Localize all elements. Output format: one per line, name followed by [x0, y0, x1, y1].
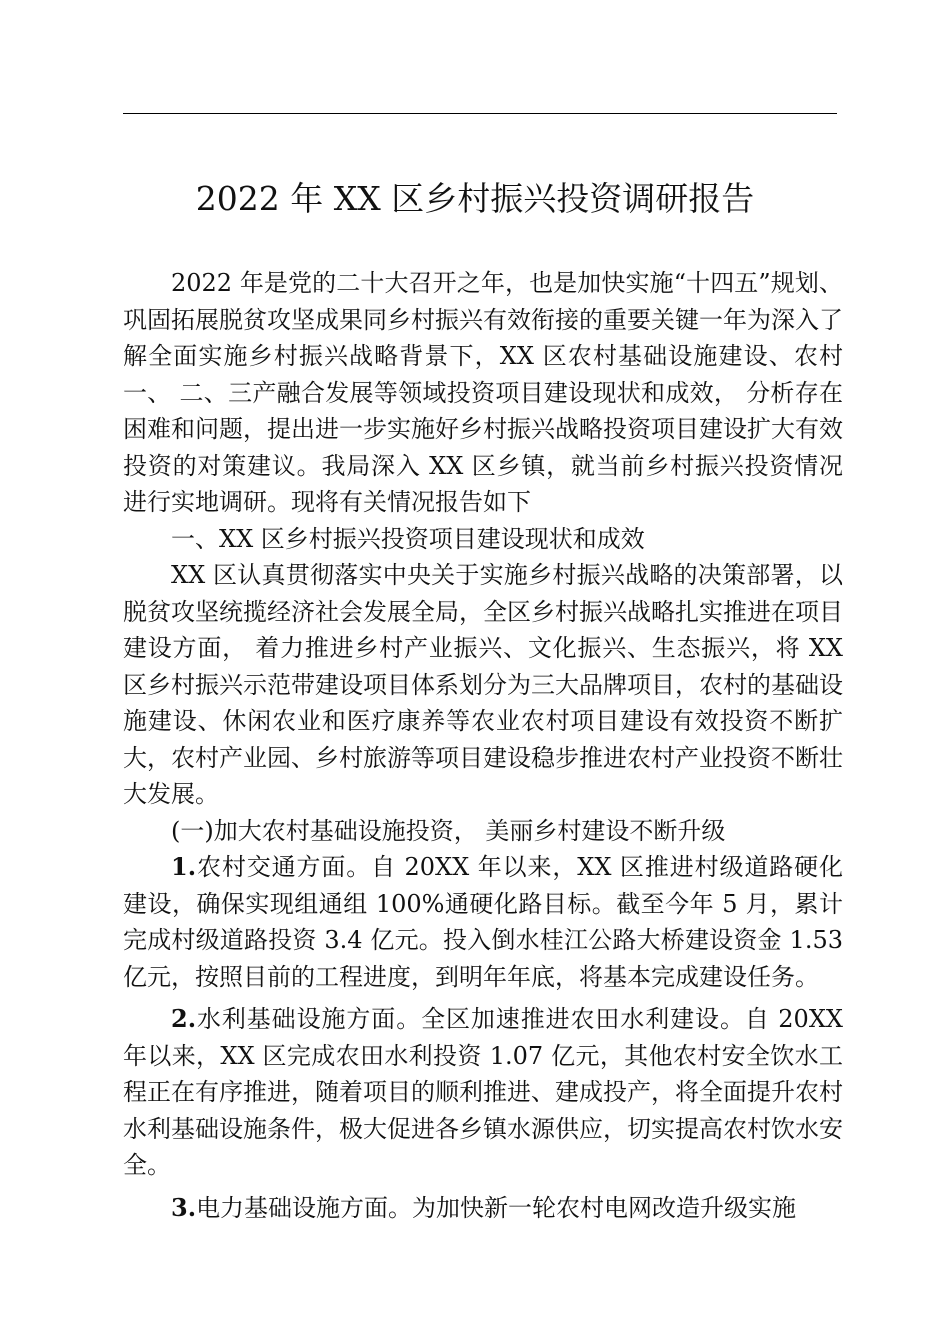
item-text: 电力基础设施方面。为加快新一轮农村电网改造升级实施 [196, 1193, 797, 1222]
section-paragraph: XX 区认真贯彻落实中央关于实施乡村振兴战略的决策部署，以脱贫攻坚统揽经济社会发展全局，全区乡村振兴战略扎实推进在项目建设方面， 着力推进乡村产业振兴、文化振兴、生态振兴，将 XX 区乡村振兴示范带建设项目体系划分为三大品牌项目，农村的基础设施建设、休闲农业和医疗康养等农业农村项目建设有效投资不断扩大，农村产业园、乡村旅游等项目建设稳步推进农村产业投资不断壮大发展。 [123, 561, 843, 808]
item-number: 3. [171, 1192, 197, 1222]
section-heading: 一、XX 区乡村振兴投资项目建设现状和成效 [171, 524, 645, 553]
list-item-water [123, 1001, 843, 1184]
subsection-heading: (一)加大农村基础设施投资， 美丽乡村建设不断升级 [171, 816, 726, 845]
item-number: 2. [171, 1004, 197, 1033]
item-text: 水利基础设施方面。全区加速推进农田水利建设。自 20XX 年以来，XX 区完成农田水利投资 1.07 亿元，其他农村安全饮水工程正在有序推进，随着项目的顺利推进、建成投产，将全面提升农村水利基础设施条件，极大促进各乡镇水源供应，切实提高农村饮水安全。 [123, 1005, 843, 1179]
document-title: 2022 年 XX 区乡村振兴投资调研报告 [195, 179, 755, 218]
document-body [123, 265, 843, 1226]
list-item-power [123, 1190, 843, 1227]
item-number: 1. [171, 852, 197, 881]
header-rule [123, 113, 837, 114]
item-text: 农村交通方面。自 20XX 年以来，XX 区推进村级道路硬化建设，确保实现组通组 100%通硬化路目标。截至今年 5 月，累计完成村级道路投资 3.4 亿元。投入倒水桂江公路大桥建设资金 1.53 亿元，按照目前的工程进度，到明年年底，将基本完成建设任务。 [123, 853, 843, 991]
intro-paragraph: 2022 年是党的二十大召开之年，也是加快实施“十四五”规划、巩固拓展脱贫攻坚成果同乡村振兴有效衔接的重要关键一年为深入了解全面实施乡村振兴战略背景下，XX 区农村基础设施建设、农村一、 二、三产融合发展等领域投资项目建设现状和成效， 分析存在困难和问题，提出进一步实施好乡村振兴战略投资项目建设扩大有效投资的对策建议。我局深入 XX 区乡镇，就当前乡村振兴投资情况进行实地调研。现将有关情况报告如下 [123, 269, 843, 516]
list-item-transport [123, 849, 843, 995]
